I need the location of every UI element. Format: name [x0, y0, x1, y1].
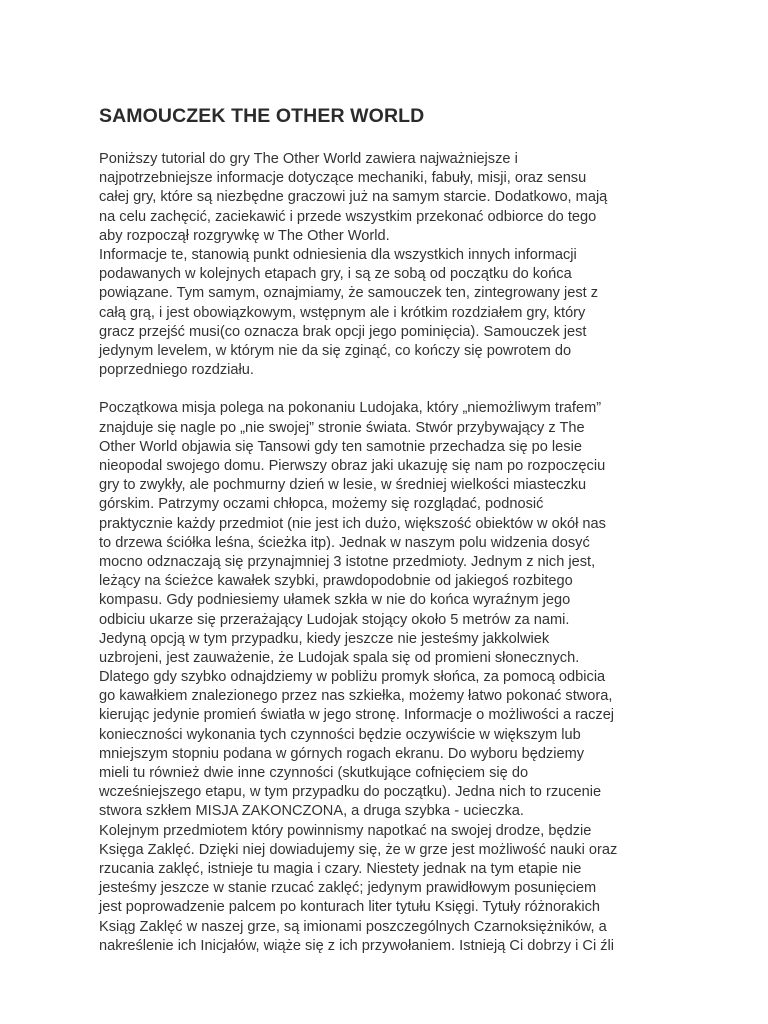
text-line: Księga Zaklęć. Dzięki niej dowiadujemy się, że w grze jest możliwość nauki oraz	[99, 841, 618, 858]
text-line: jesteśmy jeszcze w stanie rzucać zaklęć; jedynym prawidłowym posunięciem	[99, 880, 597, 897]
text-line: mocno odznaczają się przynajmniej 3 istotne przedmioty. Jednym z nich jest,	[99, 553, 596, 570]
text-line: odbiciu ukarze się przerażający Ludojak stojący około 5 metrów za nami.	[99, 611, 570, 628]
text-line: nakreślenie ich Inicjałów, wiąże się z ich przywołaniem. Istnieją Ci dobrzy i Ci źli	[99, 937, 615, 954]
text-line: konieczności wykonania tych czynności będzie oczywiście w większym lub	[99, 726, 581, 743]
text-line: jest poprowadzenie palcem po konturach liter tytułu Księgi. Tytuły różnorakich	[99, 899, 601, 916]
text-line: podawanych w kolejnych etapach gry, i są ze sobą od początku do końca	[99, 266, 572, 283]
text-line: na celu zachęcić, zaciekawić i przede wszystkim przekonać odbiorce do tego	[99, 208, 597, 225]
text-line: to drzewa ściółka leśna, ścieżka itp). Jednak w naszym polu widzenia dosyć	[99, 534, 590, 551]
text-line: Ksiąg Zaklęć w naszej grze, są imionami poszczególnych Czarnoksiężników, a	[99, 918, 607, 935]
text-line: gracz przejść musi(co oznacza brak opcji jego pominięcia). Samouczek jest	[99, 323, 587, 340]
text-line: kierując jedynie promień światła w jego stronę. Informacje o możliwości a raczej	[99, 707, 615, 724]
text-line: stwora szkłem MISJA ZAKONCZONA, a druga szybka - ucieczka.	[99, 803, 524, 820]
text-line: Jedyną opcją w tym przypadku, kiedy jeszcze nie jesteśmy jakkolwiek	[99, 630, 550, 647]
text-line: gry to zwykły, ale pochmurny dzień w lesie, w średniej wielkości miasteczku	[99, 477, 587, 494]
text-line: Poniższy tutorial do gry The Other World zawiera najważniejsze i	[99, 151, 518, 167]
text-line: najpotrzebniejsze informacje dotyczące mechaniki, fabuły, misji, oraz sensu	[99, 170, 587, 187]
document-page	[99, 102, 679, 956]
text-line: Other World objawia się Tansowi gdy ten samotnie przechadza się po lesie	[99, 438, 582, 455]
text-line: wcześniejszego etapu, w tym przypadku do początku). Jedna nich to rzucenie	[99, 784, 602, 801]
text-line: całą grą, i jest obowiązkowym, wstępnym ale i krótkim rozdziałem gry, który	[99, 304, 586, 321]
text-line: znajduje się nagle po „nie swojej” stronie świata. Stwór przybywający z The	[99, 419, 585, 436]
text-line: uzbrojeni, jest zauważenie, że Ludojak spala się od promieni słonecznych.	[99, 649, 580, 666]
text-line: mieli tu również dwie inne czynności (skutkujące cofnięciem się do	[99, 765, 529, 781]
text-line: mniejszym stopniu podana w górnych rogach ekranu. Do wyboru będziemy	[99, 745, 585, 762]
document-title: SAMOUCZEK THE OTHER WORLD	[99, 105, 425, 127]
text-line: leżący na ścieżce kawałek szybki, prawdopodobnie od jakiegoś rozbitego	[99, 573, 573, 590]
text-line: górskim. Patrzymy oczami chłopca, możemy się rozglądać, podnosić	[99, 496, 544, 513]
text-line: aby rozpoczął rozgrywkę w The Other World.	[99, 227, 390, 244]
text-line: go kawałkiem znalezionego przez nas szkiełka, możemy łatwo pokonać stwora,	[99, 688, 613, 705]
text-line: poprzedniego rozdziału.	[99, 362, 254, 379]
text-line: powiązane. Tym samym, oznajmiamy, że samouczek ten, zintegrowany jest z	[99, 285, 599, 302]
text-line: nieopodal swojego domu. Pierwszy obraz jaki ukazuję się nam po rozpoczęciu	[99, 458, 606, 474]
text-line: kompasu. Gdy podniesiemy ułamek szkła w nie do końca wyraźnym jego	[99, 592, 571, 609]
text-line: całej gry, które są niezbędne graczowi już na samym starcie. Dodatkowo, mają	[99, 189, 608, 206]
text-line: jedynym levelem, w którym nie da się zginąć, co kończy się powrotem do	[99, 342, 572, 359]
text-line: Dlatego gdy szybko odnajdziemy w pobliżu promyk słońca, za pomocą odbicia	[99, 669, 606, 686]
paragraph-break	[99, 380, 679, 399]
text-line: Informacje te, stanowią punkt odniesienia dla wszystkich innych informacji	[99, 246, 577, 263]
document-body	[99, 150, 679, 956]
text-line: Kolejnym przedmiotem który powinnismy napotkać na swojej drodze, będzie	[99, 822, 592, 839]
text-line: praktycznie każdy przedmiot (nie jest ich dużo, większość obiektów w okół nas	[99, 515, 606, 532]
text-line: Początkowa misja polega na pokonaniu Ludojaka, który „niemożliwym trafem”	[99, 400, 602, 417]
text-line: rzucania zaklęć, istnieje tu magia i czary. Niestety jednak na tym etapie nie	[99, 860, 582, 877]
